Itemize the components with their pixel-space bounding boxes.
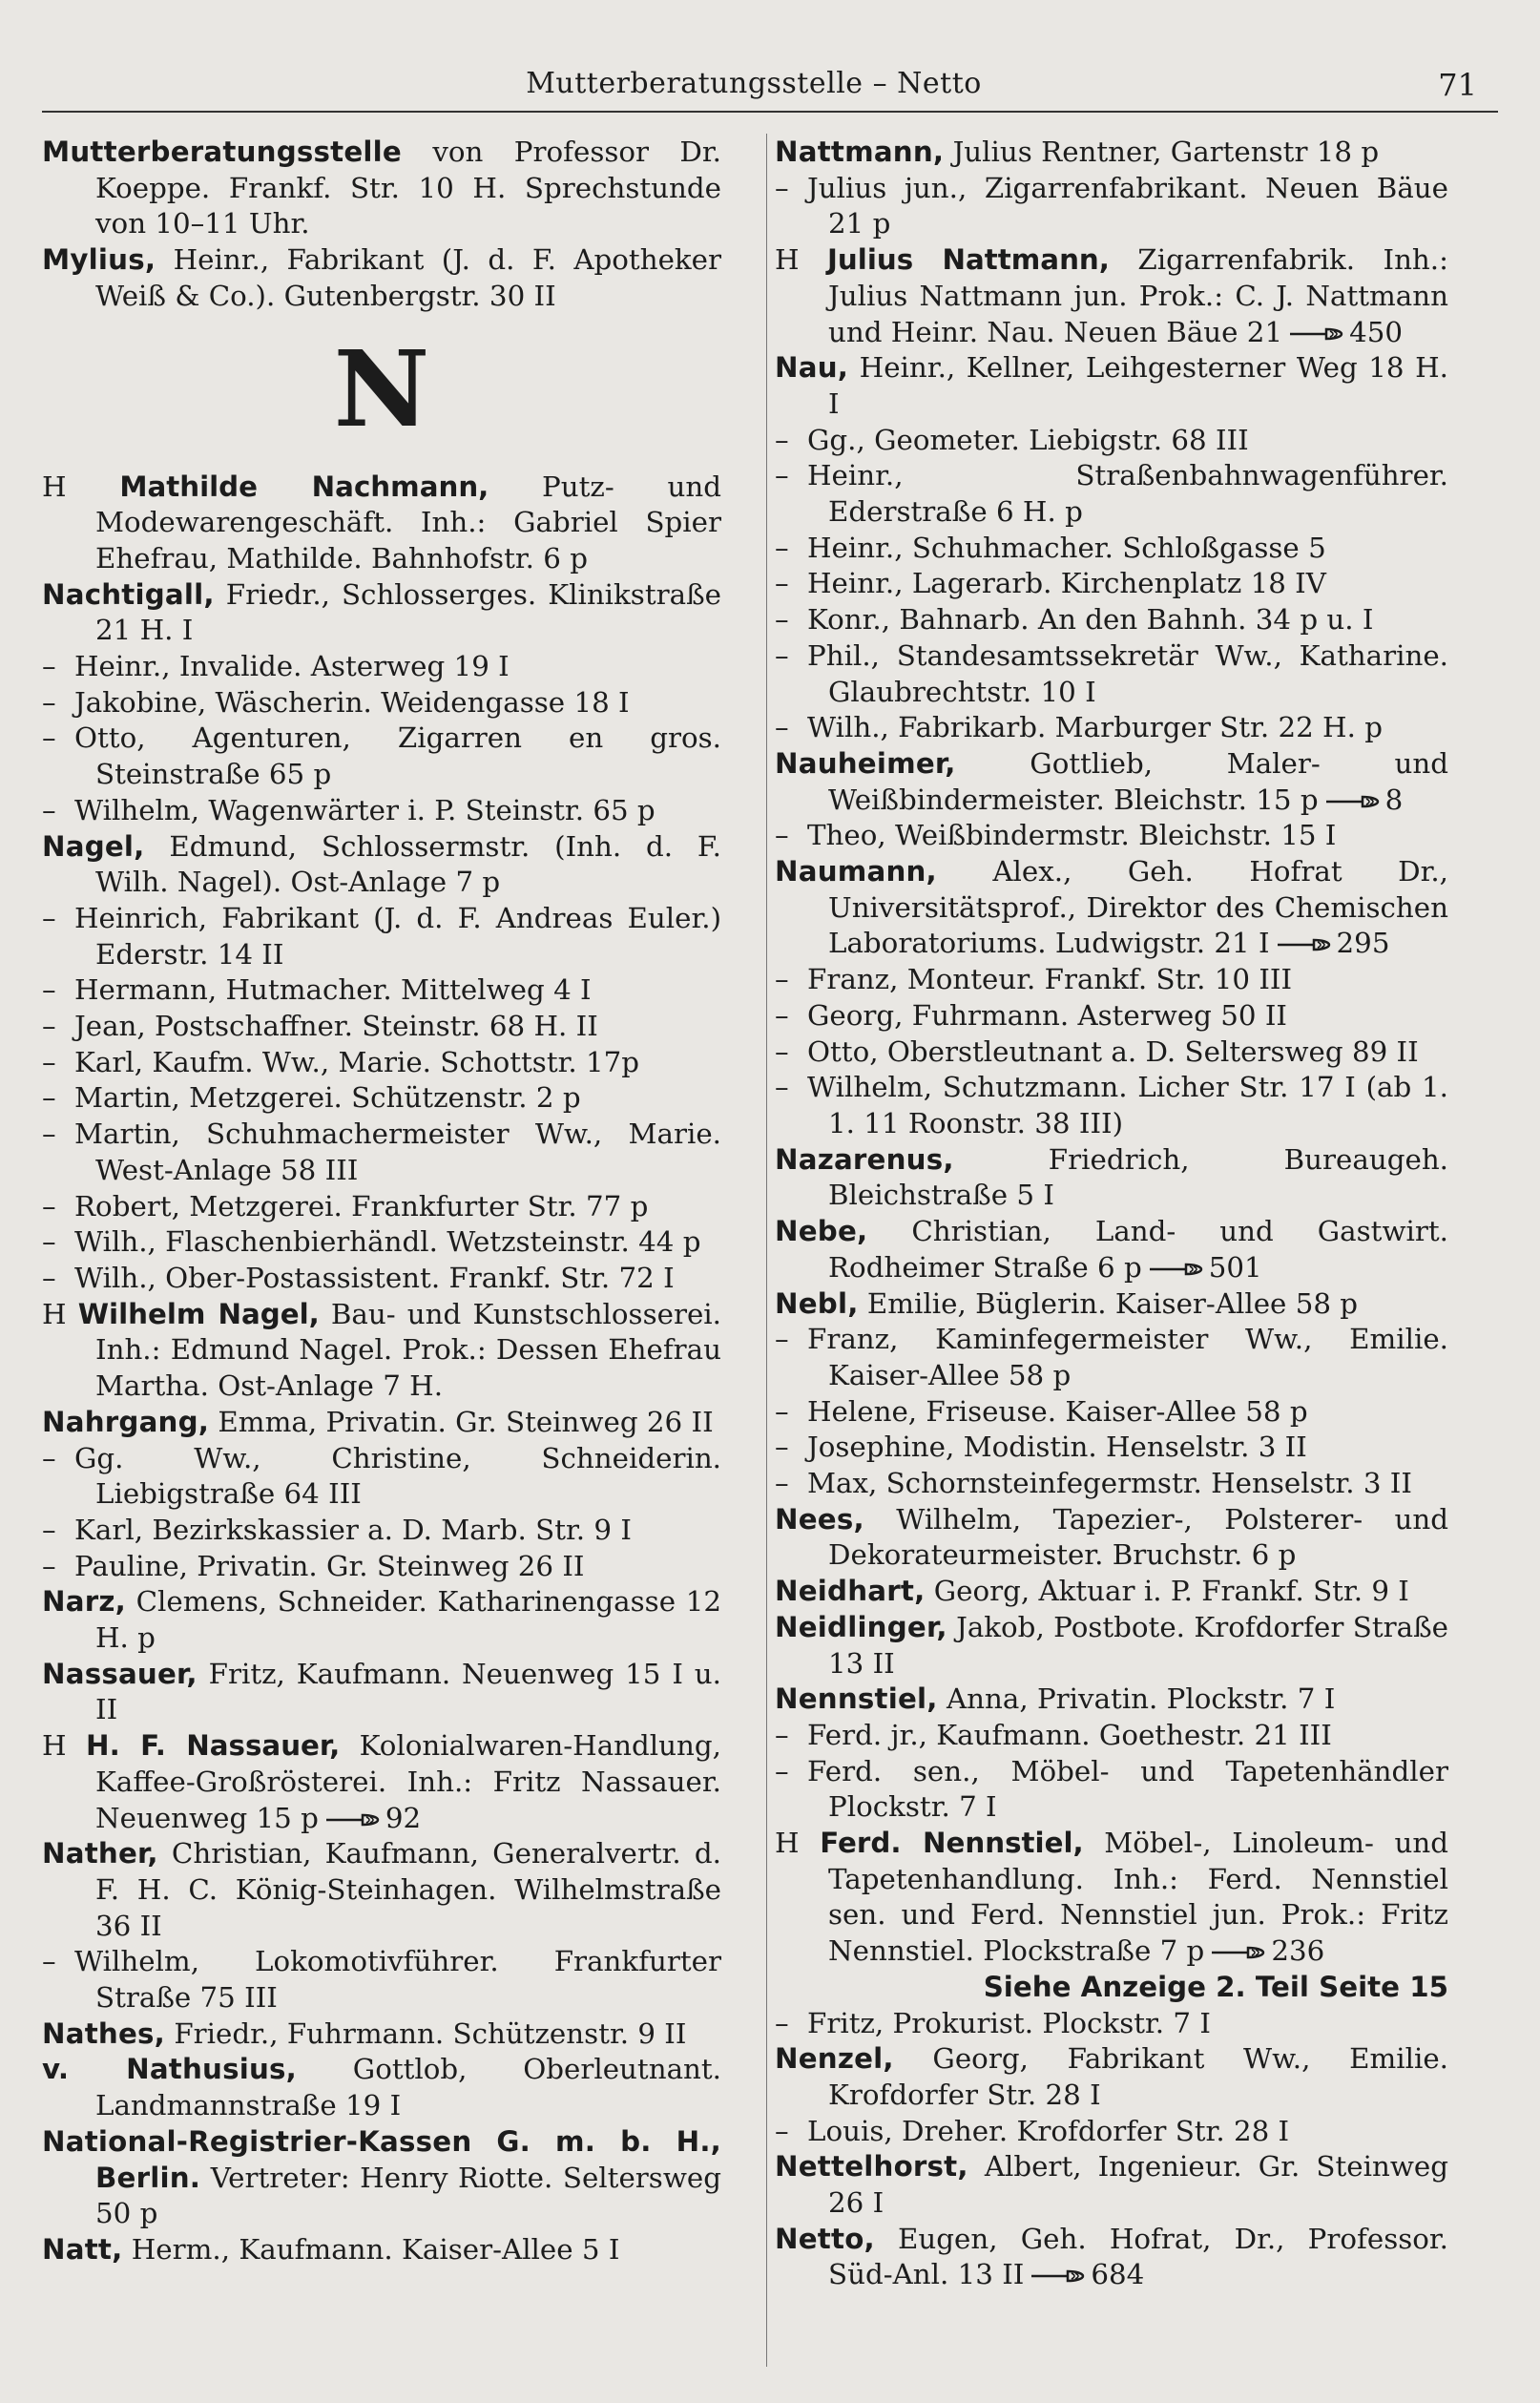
ditto-dash: – — [42, 973, 56, 1007]
entry-text: Fritz, Kaufmann. Neuenweg 15 I u. II — [95, 1657, 721, 1726]
entry-text: Gg., Geometer. Liebigstr. 68 III — [807, 423, 1249, 456]
ditto-dash: – — [775, 171, 789, 204]
ditto-dash: – — [42, 793, 56, 826]
sub-entry — [42, 1441, 721, 1513]
entry-text: Georg, Fuhrmann. Asterweg 50 II — [807, 998, 1287, 1032]
entry-text: Friedrich, Bureaugeh. Bleichstraße 5 I — [828, 1142, 1448, 1212]
firm-entry — [42, 1728, 721, 1836]
sub-entry — [42, 1045, 721, 1081]
sub-entry — [42, 1549, 721, 1585]
entry-text: Wilhelm, Schutzmann. Licher Str. 17 I (ab 1. 1. 11 Roonstr. 38 III) — [807, 1071, 1448, 1139]
directory-entry — [42, 2232, 721, 2268]
entry-text: Heinr., Lagerarb. Kirchenplatz 18 IV — [807, 567, 1326, 600]
directory-entry — [775, 1682, 1448, 1718]
ditto-dash: – — [775, 423, 789, 456]
entry-text: Zigarrenfabrik. Inh.: Julius Nattmann jun. Prok.: C. J. Nattmann und Heinr. Nau. Neuen Bäue 21 — [828, 243, 1448, 348]
directory-entry — [42, 242, 721, 314]
entry-text: Heinr., Invalide. Asterweg 19 I — [74, 650, 510, 683]
entry-text: Gottlob, Oberleutnant. Landmannstraße 19 I — [95, 2053, 721, 2122]
entry-text: Wilh., Fabrikarb. Marburger Str. 22 H. p — [807, 711, 1383, 744]
advertisement-reference: Siehe Anzeige 2. Teil Seite 15 — [983, 1970, 1448, 2003]
sub-entry — [775, 1394, 1448, 1431]
entry-text: Otto, Agenturen, Zigarren en gros. Steinstraße 65 p — [74, 721, 721, 791]
page-number: 71 — [1438, 67, 1477, 103]
directory-entry — [775, 135, 1448, 171]
entry-text: Heinr., Schuhmacher. Schloßgasse 5 — [807, 531, 1326, 564]
firm-marker: H — [42, 1729, 67, 1763]
ditto-dash: – — [775, 1431, 789, 1464]
entry-text: Wilhelm, Lokomotivführer. Frankfurter Straße 75 III — [74, 1945, 721, 2015]
sub-entry — [42, 901, 721, 972]
entry-text: Ferd. jr., Kaufmann. Goethestr. 21 III — [807, 1718, 1332, 1751]
ditto-dash: – — [775, 711, 789, 744]
entry-name: Nassauer, — [42, 1657, 198, 1690]
ditto-dash: – — [775, 1394, 789, 1428]
sub-entry — [775, 602, 1448, 638]
directory-entry — [42, 1657, 721, 1728]
running-header — [0, 67, 1540, 105]
entry-text: Hermann, Hutmacher. Mittelweg 4 I — [74, 973, 592, 1007]
sub-entry — [775, 1754, 1448, 1826]
ditto-dash: – — [42, 1945, 56, 1978]
entry-text: Julius Rentner, Gartenstr 18 p — [944, 136, 1380, 168]
ditto-dash: – — [42, 1513, 56, 1546]
entry-text: Jean, Postschaffner. Steinstr. 68 H. II — [74, 1010, 598, 1043]
entry-text: von Professor Dr. Koeppe. Frankf. Str. 10 H. Sprechstunde von 10–11 Uhr. — [95, 136, 721, 240]
entry-text: Heinr., Kellner, Leihgesterner Weg 18 H. I — [828, 351, 1448, 420]
entry-text: Bau- und Kunstschlosserei. Inh.: Edmund Nagel. Prok.: Dessen Ehefrau Martha. Ost-Anlage 7 H. — [95, 1297, 721, 1403]
entry-text: Helene, Friseuse. Kaiser-Allee 58 p — [807, 1394, 1308, 1428]
entry-name: Natt, — [42, 2232, 123, 2266]
sub-entry — [775, 710, 1448, 746]
entry-text: Heinr., Straßenbahnwagenführer. Ederstraße 6 H. p — [807, 459, 1448, 529]
ditto-dash: – — [42, 1441, 56, 1474]
sub-entry — [42, 1944, 721, 2016]
header-rule — [42, 111, 1498, 113]
sub-entry — [775, 1034, 1448, 1071]
ditto-dash: – — [775, 2006, 789, 2039]
sub-entry — [775, 818, 1448, 854]
sub-entry — [775, 1430, 1448, 1466]
directory-entry — [42, 2016, 721, 2053]
entry-text: Albert, Ingenieur. Gr. Steinweg 26 I — [828, 2150, 1448, 2220]
sub-entry — [42, 1189, 721, 1225]
entry-name: Nathes, — [42, 2016, 165, 2050]
entry-text: Christian, Kaufmann, Generalvertr. d. F. H. C. König-Steinhagen. Wilhelmstraße 36 II — [95, 1837, 721, 1942]
sub-entry — [42, 972, 721, 1009]
sub-entry — [775, 1322, 1448, 1393]
phone-number: 236 — [1271, 1934, 1325, 1968]
entry-text: Fritz, Prokurist. Plockstr. 7 I — [807, 2006, 1211, 2039]
entry-text: Jakob, Postbote. Krofdorfer Straße 13 II — [828, 1610, 1448, 1680]
entry-text: Martin, Metzgerei. Schützenstr. 2 p — [74, 1081, 581, 1115]
ditto-dash: – — [775, 603, 789, 637]
ditto-dash: – — [775, 459, 789, 492]
entry-name: v. Nathusius, — [42, 2053, 298, 2086]
entry-text: Kolonialwaren-Handlung, Kaffee-Großrösterei. Inh.: Fritz Nassauer. Neuenweg 15 p — [95, 1729, 721, 1834]
sub-entry — [775, 998, 1448, 1034]
entry-name: Nenzel, — [775, 2042, 894, 2076]
ditto-dash: – — [775, 638, 789, 672]
sub-entry — [775, 638, 1448, 710]
entry-name: Netto, — [775, 2222, 875, 2255]
entry-name: Nattmann, — [775, 136, 945, 168]
ditto-dash: – — [775, 1034, 789, 1068]
ditto-dash: – — [775, 963, 789, 996]
firm-entry — [42, 470, 721, 577]
entry-name: Nennstiel, — [775, 1682, 938, 1716]
phone-number: 295 — [1336, 927, 1390, 960]
directory-entry — [775, 746, 1448, 818]
directory-entry — [42, 2052, 721, 2123]
ditto-dash: – — [42, 1081, 56, 1115]
directory-entry — [775, 350, 1448, 422]
ditto-dash: – — [42, 1261, 56, 1294]
directory-entry — [775, 1286, 1448, 1323]
ditto-dash: – — [42, 1225, 56, 1259]
entry-name: Nather, — [42, 1837, 158, 1870]
sub-entry — [42, 649, 721, 685]
sub-entry — [775, 531, 1448, 567]
ditto-dash: – — [42, 685, 56, 719]
directory-entry — [775, 2041, 1448, 2113]
entry-name: Naumann, — [775, 855, 937, 888]
directory-entry — [42, 2124, 721, 2232]
entry-text: Karl, Kaufm. Ww., Marie. Schottstr. 17p — [74, 1045, 640, 1078]
entry-name: Nachtigall, — [42, 577, 215, 611]
entry-text: Theo, Weißbindermstr. Bleichstr. 15 I — [807, 819, 1337, 852]
sub-entry — [42, 721, 721, 792]
phone-number: 450 — [1349, 315, 1404, 348]
sub-entry — [775, 1718, 1448, 1754]
left-column — [42, 135, 721, 2268]
ditto-dash: – — [42, 901, 56, 934]
directory-entry — [775, 854, 1448, 962]
directory-entry — [775, 1502, 1448, 1574]
ditto-dash: – — [775, 1754, 789, 1787]
telephone-icon — [1148, 1261, 1203, 1278]
entry-name: Nazarenus, — [775, 1142, 954, 1176]
sub-entry — [775, 458, 1448, 530]
directory-entry — [775, 1214, 1448, 1285]
entry-text: Wilh., Ober-Postassistent. Frankf. Str. 72 I — [74, 1261, 675, 1294]
directory-entry — [42, 829, 721, 901]
sub-entry — [775, 2006, 1448, 2042]
ditto-dash: – — [775, 998, 789, 1032]
right-column — [775, 135, 1448, 2293]
ditto-dash: – — [775, 567, 789, 600]
entry-name: Nettelhorst, — [775, 2150, 968, 2184]
ditto-dash: – — [42, 1549, 56, 1582]
entry-text: Friedr., Schlosserges. Klinikstraße 21 H. I — [95, 577, 721, 647]
entry-text: Karl, Bezirkskassier a. D. Marb. Str. 9 I — [74, 1513, 632, 1546]
entry-text: Josephine, Modistin. Henselstr. 3 II — [807, 1431, 1307, 1464]
entry-text: Otto, Oberstleutnant a. D. Selterswеg 89 II — [807, 1034, 1419, 1068]
telephone-icon — [1210, 1944, 1265, 1961]
telephone-icon — [1324, 793, 1380, 810]
entry-text: Martin, Schuhmachermeister Ww., Marie. West-Anlage 58 III — [74, 1118, 721, 1186]
telephone-icon — [1276, 936, 1331, 953]
entry-name: Nees, — [775, 1502, 864, 1536]
entry-text: Emilie, Büglerin. Kaiser-Allee 58 p — [858, 1286, 1359, 1320]
ditto-dash: – — [775, 1467, 789, 1500]
entry-name: Narz, — [42, 1585, 126, 1619]
entry-text: Pauline, Privatin. Gr. Steinweg 26 II — [74, 1549, 585, 1582]
entry-text: Ferd. sen., Möbel- und Tapetenhändler Plockstr. 7 I — [807, 1754, 1448, 1824]
running-title: Mutterberatungsstelle – Netto — [526, 67, 982, 100]
phone-number: 684 — [1091, 2258, 1145, 2291]
entry-text: Max, Schornsteinfegermstr. Henselstr. 3 II — [807, 1467, 1412, 1500]
ditto-dash: – — [42, 1118, 56, 1151]
entry-text: Heinrich, Fabrikant (J. d. F. Andreas Euler.) Ederstr. 14 II — [74, 901, 721, 971]
firm-name: Mathilde Nachmann, — [119, 470, 489, 503]
sub-entry — [775, 423, 1448, 459]
sub-entry — [775, 2114, 1448, 2150]
entry-text: Clemens, Schneider. Katharinengasse 12 H. p — [95, 1585, 721, 1655]
telephone-icon — [1288, 325, 1343, 343]
entry-text: Julius jun., Zigarrenfabrikant. Neuen Bäue 21 p — [807, 171, 1448, 240]
entry-text: Anna, Privatin. Plockstr. 7 I — [937, 1682, 1336, 1716]
ditto-dash: – — [775, 2114, 789, 2147]
sub-entry — [42, 1261, 721, 1297]
entry-text: Gg. Ww., Christine, Schneiderin. Liebigstraße 64 III — [74, 1441, 721, 1511]
entry-text: Wilhelm, Tapezier-, Polsterer- und Dekorateurmeister. Bruchstr. 6 p — [828, 1502, 1448, 1572]
entry-name: Nebe, — [775, 1215, 868, 1248]
entry-text: Louis, Dreher. Krofdorfer Str. 28 I — [807, 2114, 1290, 2147]
directory-entry — [42, 135, 721, 242]
entry-text: Gottlieb, Maler- und Weißbindermeister. Bleichstr. 15 p — [828, 746, 1448, 816]
entry-name: Mutterberatungsstelle — [42, 136, 402, 168]
entry-text: Wilh., Flaschenbierhändl. Wetzsteinstr. 44 p — [74, 1225, 701, 1259]
entry-text: Heinr., Fabrikant (J. d. F. Apotheker Weiß & Co.). Gutenbergstr. 30 II — [95, 243, 721, 312]
telephone-icon — [324, 1811, 380, 1828]
ditto-dash: – — [42, 650, 56, 683]
entry-text: Franz, Kaminfegermeister Ww., Emilie. Kaiser-Allee 58 p — [807, 1323, 1448, 1391]
entry-text: Herm., Kaufmann. Kaiser-Allee 5 I — [122, 2232, 620, 2266]
directory-entry — [42, 1584, 721, 1656]
entry-name: Nauheimer, — [775, 746, 956, 780]
directory-entry — [775, 1142, 1448, 1214]
directory-entry — [775, 1610, 1448, 1682]
entry-name: Nau, — [775, 351, 849, 385]
directory-entry — [775, 2149, 1448, 2221]
firm-entry — [42, 1297, 721, 1405]
ditto-dash: – — [42, 1045, 56, 1078]
sub-entry — [42, 1080, 721, 1117]
sub-entry — [42, 1117, 721, 1188]
entry-name: Nebl, — [775, 1286, 859, 1320]
entry-name: Mylius, — [42, 243, 156, 277]
entry-text: Alex., Geh. Hofrat Dr., Universitätsprof., Direktor des Chemischen Laboratoriums. Ludwigstr. 21 I — [828, 855, 1448, 960]
entry-text: Möbel-, Linoleum- und Tapetenhandlung. Inh.: Ferd. Nennstiel sen. und Ferd. Nennstiel jun. Prok.: Fritz Nennstiel. Plockstraße 7 p — [828, 1827, 1448, 1968]
entry-text: Putz- und Modewarengeschäft. Inh.: Gabriel Spier Ehefrau, Mathilde. Bahnhofstr. 6 p — [95, 470, 721, 575]
firm-name: Wilhelm Nagel, — [77, 1297, 320, 1330]
phone-number: 8 — [1384, 783, 1404, 816]
entry-name: Nagel, — [42, 829, 145, 863]
column-divider — [766, 134, 767, 2367]
entry-text: Georg, Aktuar i. P. Frankf. Str. 9 I — [925, 1575, 1409, 1608]
ditto-dash: – — [775, 819, 789, 852]
directory-entry — [42, 577, 721, 649]
firm-marker: H — [775, 243, 800, 277]
sub-entry — [42, 685, 721, 721]
entry-text: Georg, Fabrikant Ww., Emilie. Krofdorfer Str. 28 I — [828, 2042, 1448, 2111]
firm-name: Julius Nattmann, — [827, 243, 1110, 277]
ditto-dash: – — [775, 531, 789, 564]
entry-text: Vertreter: Henry Riotte. Seltersweg 50 p — [95, 2161, 721, 2230]
entry-text: Friedr., Fuhrmann. Schützenstr. 9 II — [165, 2016, 687, 2050]
entry-name: National-Registrier-Kassen G. m. b. H., Berlin. — [42, 2124, 721, 2194]
firm-entry — [775, 1826, 1448, 1970]
ditto-dash: – — [775, 1323, 789, 1356]
sub-entry — [42, 793, 721, 829]
sub-entry — [775, 1070, 1448, 1141]
sub-entry — [775, 171, 1448, 242]
entry-text: Wilhelm, Wagenwärter i. P. Steinstr. 65 p — [74, 793, 656, 826]
phone-number: 501 — [1208, 1250, 1262, 1284]
ditto-dash: – — [42, 1010, 56, 1043]
entry-text: Jakobine, Wäscherin. Weidengasse 18 I — [74, 685, 630, 719]
directory-entry — [775, 1574, 1448, 1610]
phone-number: 92 — [385, 1801, 422, 1834]
sub-entry — [42, 1009, 721, 1045]
firm-marker: H — [42, 470, 67, 503]
firm-marker: H — [775, 1827, 800, 1860]
firm-marker: H — [42, 1297, 67, 1330]
telephone-icon — [1030, 2267, 1085, 2285]
ditto-dash: – — [775, 1718, 789, 1751]
entry-text: Franz, Monteur. Frankf. Str. 10 III — [807, 963, 1293, 996]
entry-text: Phil., Standesamtssekretär Ww., Katharine. Glaubrechtstr. 10 I — [807, 638, 1448, 708]
entry-text: Christian, Land- und Gastwirt. Rodheimer Straße 6 p — [828, 1215, 1448, 1284]
firm-entry — [775, 242, 1448, 350]
sub-entry — [775, 1466, 1448, 1502]
firm-name: H. F. Nassauer, — [86, 1729, 341, 1763]
entry-text: Robert, Metzgerei. Frankfurter Str. 77 p — [74, 1189, 649, 1222]
sub-entry — [775, 566, 1448, 602]
ditto-dash: – — [775, 1071, 789, 1104]
sub-entry — [775, 962, 1448, 998]
entry-text: Eugen, Geh. Hofrat, Dr., Professor. Süd-Anl. 13 II — [828, 2222, 1448, 2291]
ditto-dash: – — [42, 1189, 56, 1222]
entry-name: Nahrgang, — [42, 1405, 210, 1438]
entry-text: Emma, Privatin. Gr. Steinweg 26 II — [209, 1405, 714, 1438]
directory-entry — [42, 1405, 721, 1441]
directory-entry — [42, 1836, 721, 1944]
firm-name: Ferd. Nennstiel, — [820, 1827, 1084, 1860]
ditto-dash: – — [42, 721, 56, 755]
sub-entry — [42, 1224, 721, 1261]
directory-entry — [775, 2222, 1448, 2293]
entry-text: Edmund, Schlossermstr. (Inh. d. F. Wilh. Nagel). Ost-Anlage 7 p — [95, 829, 721, 899]
entry-name: Neidhart, — [775, 1575, 926, 1608]
sub-entry — [42, 1513, 721, 1549]
section-letter: N — [333, 326, 430, 450]
entry-text: Konr., Bahnarb. An den Bahnh. 34 p u. I — [807, 603, 1374, 637]
entry-name: Neidlinger, — [775, 1610, 947, 1643]
